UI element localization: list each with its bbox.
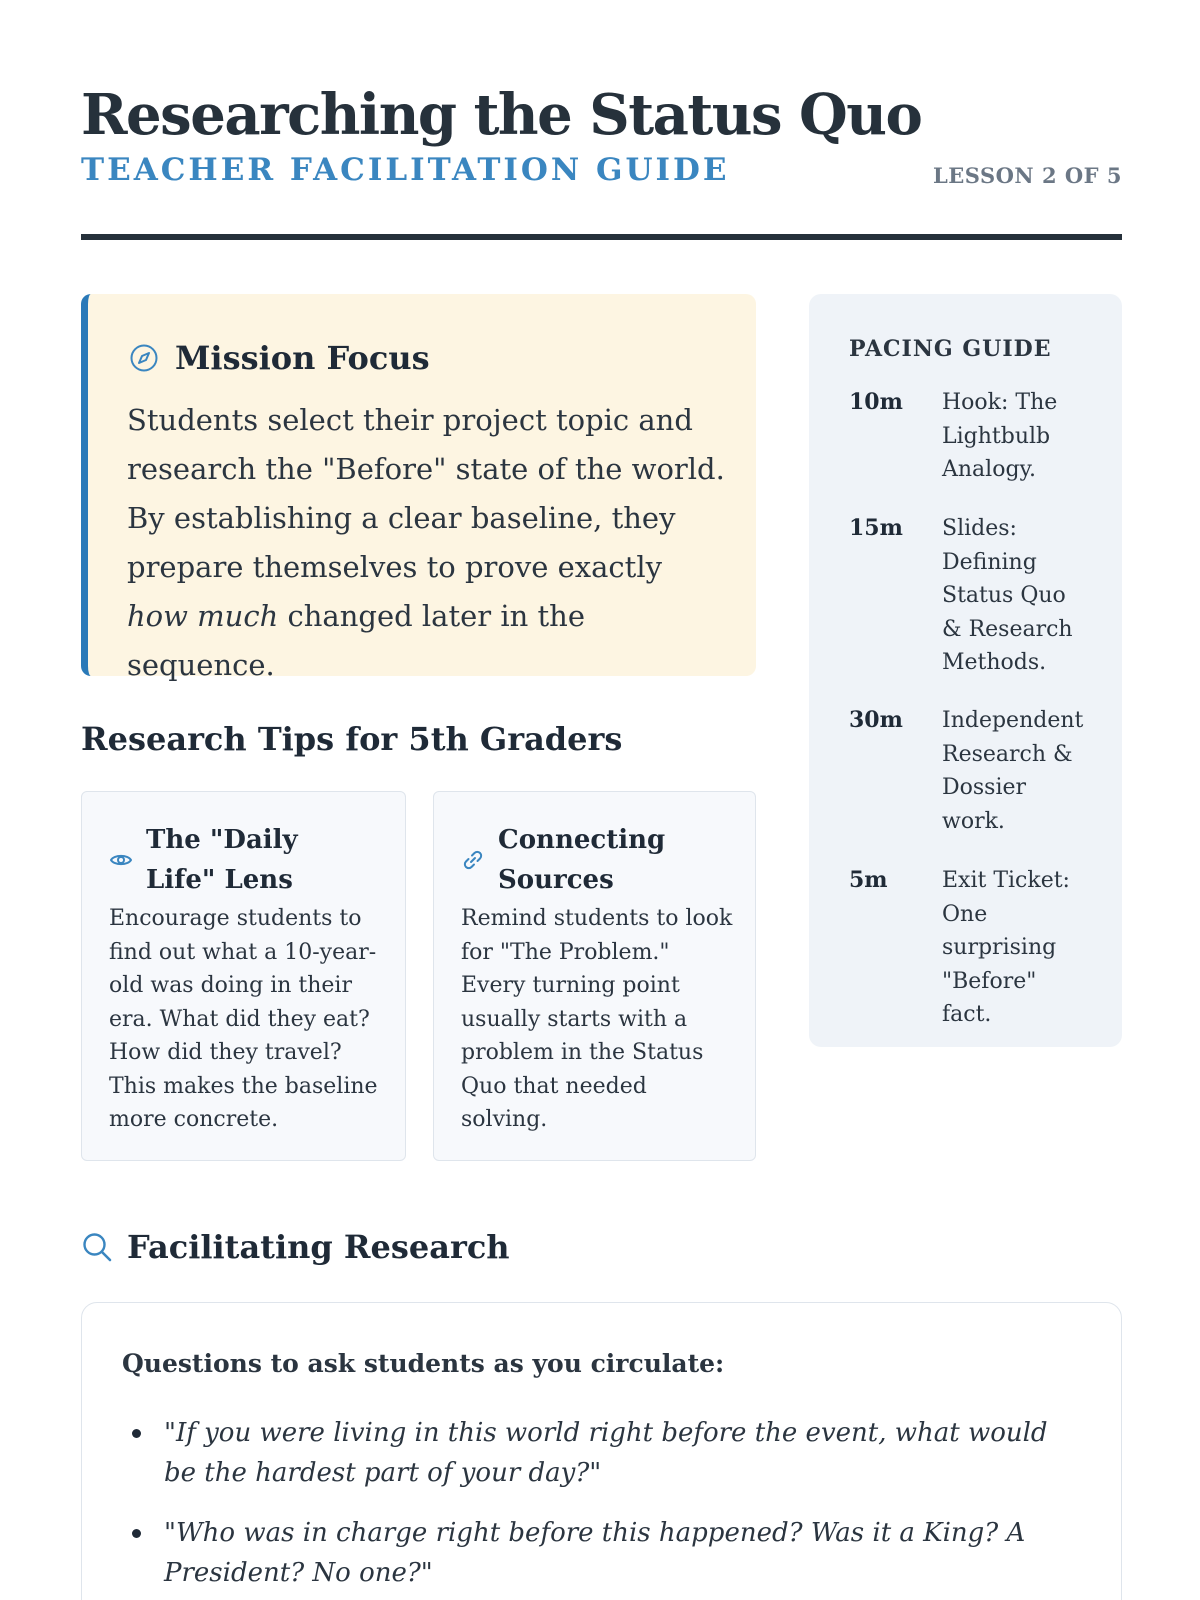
lesson-page	[81, 0, 1122, 1600]
tip-body: Encourage students to find out what a 10-year-old was doing in their era. What did they eat? How did they travel? This makes the baseline more concrete.	[109, 906, 378, 1132]
header-divider	[81, 234, 1122, 240]
compass-icon	[129, 343, 159, 373]
tips-heading: Research Tips for 5th Graders	[81, 720, 623, 758]
pacing-desc: Hook: The Lightbulb Analogy.	[942, 390, 1058, 482]
pacing-item	[849, 704, 1109, 838]
eye-icon	[109, 848, 133, 872]
mission-header	[129, 339, 430, 377]
tip-title: Connecting Sources	[498, 825, 666, 895]
pacing-title: PACING GUIDE	[849, 336, 1052, 362]
bullet	[132, 1429, 141, 1438]
page-title: Researching the Status Quo	[81, 82, 922, 148]
mission-focus-box	[81, 294, 756, 682]
facilitating-box	[81, 1302, 1122, 1600]
mission-text-start: Students select their project topic and research the "Before" state of the world. By establishing a clear baseline, they prepare themselves to prove exactly	[127, 403, 725, 584]
pacing-item	[849, 864, 1109, 1032]
facilitating-header	[81, 1228, 510, 1266]
pacing-time: 30m	[849, 707, 903, 733]
question-text: "Who was in charge right before this happened? Was it a King? A President? No one?"	[164, 1518, 1026, 1588]
search-icon	[81, 1231, 113, 1263]
pacing-item	[849, 512, 1109, 680]
question-text: "If you were living in this world right before the event, what would be the hardest part of your day?"	[164, 1418, 1048, 1488]
list-item	[122, 1513, 1072, 1593]
pacing-time: 10m	[849, 389, 903, 415]
link-icon	[461, 848, 485, 872]
page-subtitle: TEACHER FACILITATION GUIDE	[81, 152, 730, 188]
pacing-time: 5m	[849, 867, 888, 893]
pacing-item	[849, 386, 1109, 487]
tip-header	[461, 820, 728, 900]
mission-text-emphasis: how much	[127, 599, 279, 633]
questions-list	[122, 1413, 1072, 1600]
pacing-guide	[809, 294, 1122, 1047]
tip-card-daily-life	[81, 791, 406, 1161]
facilitating-title: Facilitating Research	[127, 1228, 510, 1266]
tip-card-connecting-sources	[433, 791, 756, 1161]
bullet	[132, 1529, 141, 1538]
tip-title: The "Daily Life" Lens	[146, 825, 298, 895]
questions-label: Questions to ask students as you circulate:	[122, 1349, 725, 1378]
mission-text-end: changed later in the sequence.	[127, 599, 586, 682]
pacing-desc: Slides: Defining Status Quo & Research Methods.	[942, 516, 1073, 675]
mission-title: Mission Focus	[175, 339, 430, 377]
tip-header	[109, 820, 376, 900]
mission-text	[127, 396, 727, 690]
pacing-desc: Independent Research & Dossier work.	[942, 708, 1084, 834]
list-item	[122, 1413, 1072, 1493]
pacing-time: 15m	[849, 515, 903, 541]
tip-body: Remind students to look for "The Problem." Every turning point usually starts with a problem in the Status Quo that needed solving.	[461, 906, 733, 1132]
pacing-desc: Exit Ticket: One surprising "Before" fact.	[942, 868, 1070, 1027]
lesson-indicator: LESSON 2 OF 5	[933, 163, 1122, 188]
